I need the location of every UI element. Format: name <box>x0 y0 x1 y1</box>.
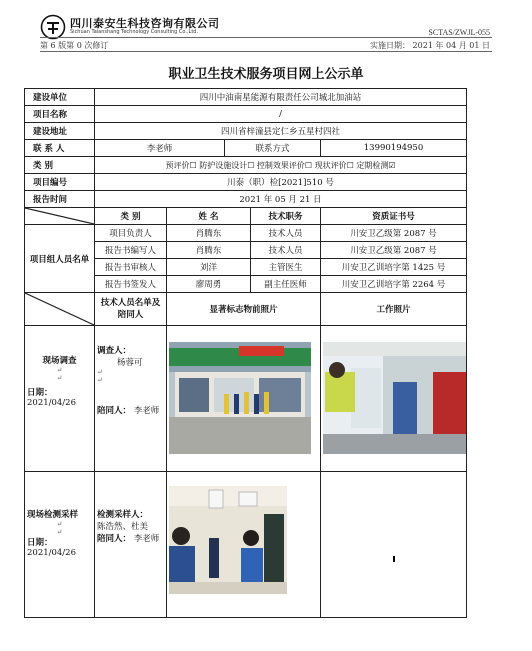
survey-label-cell <box>25 326 95 472</box>
team-role: 项目负责人 <box>95 225 167 242</box>
sampling-work-photo <box>169 486 287 594</box>
paragraph-mark: ↵ <box>56 366 63 374</box>
paragraph-mark: ↵ <box>56 528 63 536</box>
staff-column-header: 技术人员名单及陪同人 <box>95 293 167 326</box>
disclosure-table <box>24 88 467 618</box>
category-options: 预评价☐ 防护设施设计☐ 控制效果评价☐ 现状评价☐ 定期检测☑ <box>95 157 467 174</box>
date-label: 报告时间 <box>25 191 95 208</box>
revision-info: 第 6 版第 0 次修订 <box>40 41 109 50</box>
survey-staff-cell <box>95 326 167 472</box>
landmark-photo-header: 显著标志物前照片 <box>167 293 321 326</box>
investigator-label: 调查人： <box>97 346 132 356</box>
team-member-name: 刘洋 <box>167 259 251 276</box>
diagonal-cell <box>25 208 95 225</box>
investigator-name: 杨蓉可 <box>117 358 143 368</box>
implementation-date: 实施日期： 2021 年 04 月 01 日 <box>370 41 490 50</box>
unit-label: 建设单位 <box>25 89 95 106</box>
document-number: SCTAS/ZWJL-055 <box>428 28 490 37</box>
diagonal-cell <box>25 293 95 326</box>
team-member-name: 肖腾东 <box>167 242 251 259</box>
sampling-date: 2021/04/26 <box>27 548 76 558</box>
team-role: 报告书签发人 <box>95 276 167 293</box>
team-header-cert: 资质证书号 <box>321 208 467 225</box>
address-label: 建设地址 <box>25 123 95 140</box>
escort-name: 李老师 <box>133 534 160 544</box>
team-member-title: 副主任医师 <box>251 276 321 293</box>
sampling-label: 现场检测采样 <box>27 510 79 520</box>
sampling-work-photo-cell-empty <box>321 472 467 618</box>
company-name-english: Sichuan Taianshang Technology Consulting Co.,Ltd. <box>70 29 199 35</box>
team-member-name: 肖腾东 <box>167 225 251 242</box>
row-project <box>25 106 467 123</box>
diagonal-line <box>25 208 94 224</box>
team-member-title: 技术人员 <box>251 242 321 259</box>
team-section-label: 项目组人员名单 <box>25 225 95 293</box>
contact-label: 联 系 人 <box>25 140 95 157</box>
refueling-work-photo <box>323 342 467 454</box>
paragraph-mark: ↵ <box>56 520 63 528</box>
team-member-name: 廖周勇 <box>167 276 251 293</box>
survey-row <box>25 326 467 472</box>
sampling-date-label: 日期： <box>27 538 53 548</box>
header-rule <box>40 37 492 38</box>
row-address <box>25 123 467 140</box>
team-header-title: 技术职务 <box>251 208 321 225</box>
address-value: 四川省梓潼县定仁乡五星村四社 <box>95 123 467 140</box>
team-member-cert: 川安卫乙级第 2087 号 <box>321 225 467 242</box>
sampler-label: 检测采样人： <box>97 510 149 520</box>
team-header-name: 姓 名 <box>167 208 251 225</box>
row-code <box>25 174 467 191</box>
page-title: 职业卫生技术服务项目网上公示单 <box>168 67 364 82</box>
row-category <box>25 157 467 174</box>
sampling-staff-cell <box>95 472 167 618</box>
photos-header-row <box>25 293 467 326</box>
paragraph-mark: ↵ <box>56 374 63 382</box>
team-role: 报告书编写人 <box>95 242 167 259</box>
unit-value: 四川中油南星能源有限责任公司城北加油站 <box>95 89 467 106</box>
team-member-title: 主管医生 <box>251 259 321 276</box>
row-contact <box>25 140 467 157</box>
row-date <box>25 191 467 208</box>
code-value: 川泰（职）检[2021]510 号 <box>95 174 467 191</box>
paragraph-mark: ↵ <box>97 376 103 384</box>
landmark-photo-cell <box>167 326 321 472</box>
team-member-cert: 川安卫乙训培字第 2264 号 <box>321 276 467 293</box>
escort-label: 陪同人： <box>97 534 132 544</box>
sampling-row <box>25 472 467 618</box>
team-member-cert: 川安卫乙级第 2087 号 <box>321 242 467 259</box>
gas-station-photo <box>169 342 311 454</box>
project-value: / <box>95 106 467 123</box>
escort-label: 陪同人： <box>97 406 132 416</box>
escort-name: 李老师 <box>133 406 160 416</box>
header-rule-bottom <box>40 51 492 52</box>
sampling-photo-cell <box>167 472 321 618</box>
row-unit <box>25 89 467 106</box>
team-row <box>25 225 467 242</box>
team-role: 报告书审核人 <box>95 259 167 276</box>
team-header-category: 类 别 <box>95 208 167 225</box>
survey-date-label: 日期： <box>27 388 53 398</box>
phone-label: 联系方式 <box>225 140 321 157</box>
project-label: 项目名称 <box>25 106 95 123</box>
category-label: 类 别 <box>25 157 95 174</box>
work-photo-cell <box>321 326 467 472</box>
text-cursor <box>393 556 395 562</box>
work-photo-header: 工作照片 <box>321 293 467 326</box>
survey-label: 现场调查 <box>42 356 77 366</box>
contact-value: 李老师 <box>95 140 225 157</box>
team-header-row <box>25 208 467 225</box>
survey-date: 2021/04/26 <box>27 398 76 408</box>
sampler-names: 陈浩然、杜美 <box>97 522 149 532</box>
phone-value: 13990194950 <box>321 140 467 157</box>
paragraph-mark: ↵ <box>97 368 103 376</box>
team-member-cert: 川安卫乙训培字第 1425 号 <box>321 259 467 276</box>
team-member-title: 技术人员 <box>251 225 321 242</box>
code-label: 项目编号 <box>25 174 95 191</box>
sampling-label-cell <box>25 472 95 618</box>
company-name: 四川泰安生科技咨询有限公司 <box>70 17 220 30</box>
diagonal-line <box>25 293 94 325</box>
date-value: 2021 年 05 月 21 日 <box>95 191 467 208</box>
